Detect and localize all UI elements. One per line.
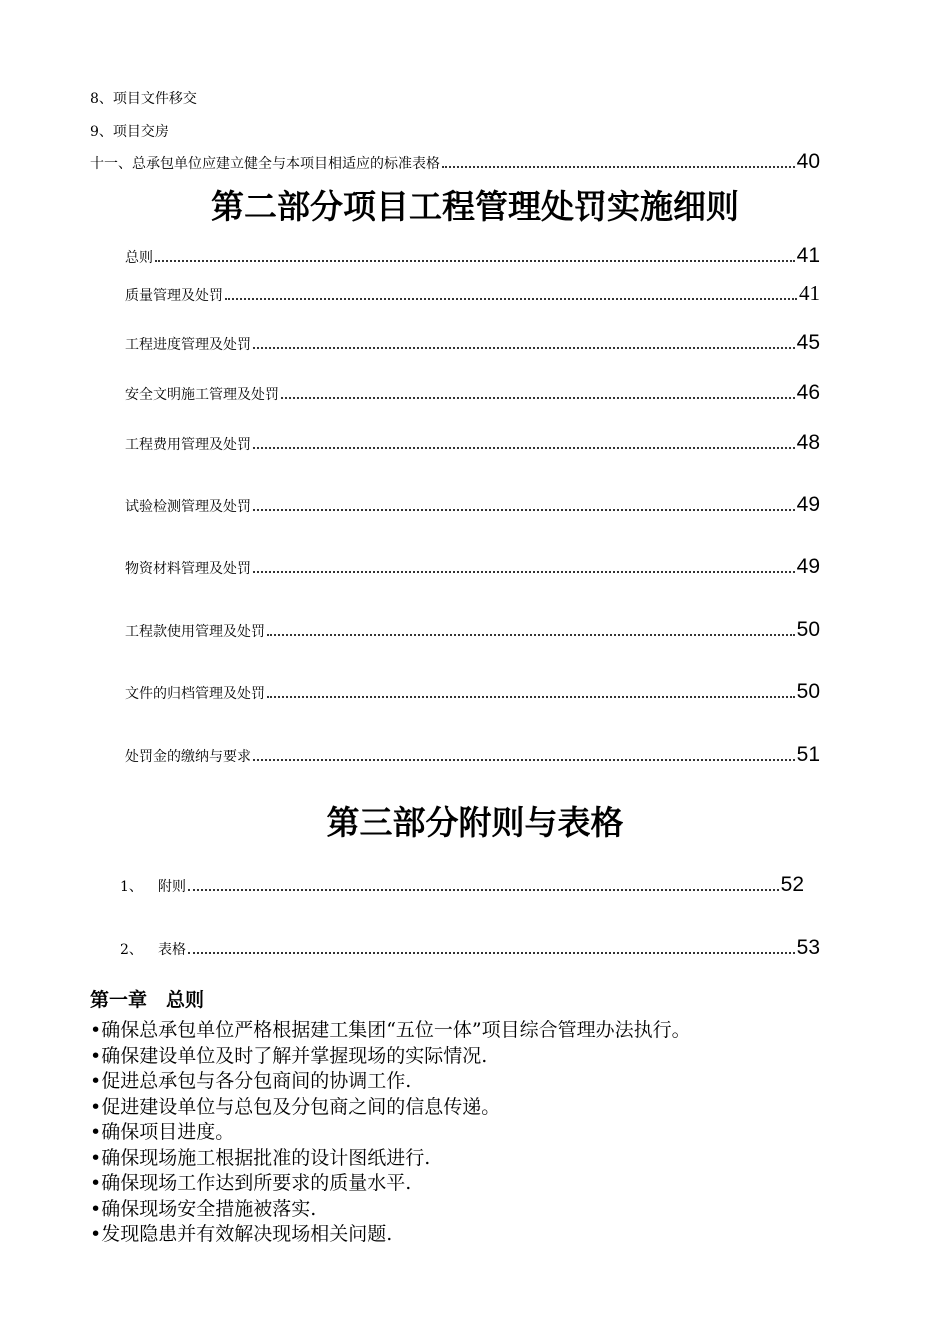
toc-leader-dots: [253, 447, 795, 449]
toc-leader-dots: [267, 696, 795, 698]
toc-page-number: 48: [796, 431, 820, 454]
toc-entry-label: 工程费用管理及处罚: [125, 437, 251, 453]
toc-page-number: 50: [796, 680, 820, 703]
toc-entry-schedule[interactable]: [125, 331, 820, 355]
toc-page-number: 49: [796, 493, 820, 516]
toc-entry-label: 工程进度管理及处罚: [125, 337, 251, 353]
toc-leader-dots: [188, 952, 795, 954]
toc-leader-dots: [225, 298, 797, 300]
toc-entry-appendix[interactable]: [120, 873, 804, 897]
toc-entry-label: 质量管理及处罚: [125, 288, 223, 304]
toc-leader-dots: [155, 260, 795, 262]
toc-entry-label: 文件的归档管理及处罚: [125, 686, 265, 702]
toc-page-number: 53: [796, 936, 820, 959]
toc-page-number: 50: [796, 618, 820, 641]
bullet-item: •确保现场工作达到所要求的质量水平.: [90, 1172, 412, 1194]
bullet-item: •确保现场施工根据批准的设计图纸进行.: [90, 1146, 431, 1169]
bullet-item: •发现隐患并有效解决现场相关问题.: [90, 1223, 393, 1245]
toc-page-number: 45: [796, 331, 820, 354]
toc-entry-label: 表格: [158, 942, 186, 958]
toc-leader-dots: [253, 759, 795, 761]
toc-entry-testing[interactable]: [125, 493, 820, 517]
chapter-bullet-list: [90, 1018, 691, 1248]
toc-entry-penalty-payment[interactable]: [125, 743, 820, 767]
toc-leader-dots: [253, 509, 795, 511]
toc-leader-dots: [442, 166, 795, 168]
list-item-file-handover: 8、项目文件移交: [90, 91, 197, 107]
list-item-handover: 9、项目交房: [90, 124, 169, 140]
toc-entry-label: 安全文明施工管理及处罚: [125, 387, 279, 403]
toc-leader-dots: [267, 634, 795, 636]
chapter-title: 第一章 总则: [90, 989, 205, 1011]
toc-entry-number: 1、: [120, 879, 143, 895]
toc-entry-number: 2、: [120, 942, 143, 958]
toc-page-number: 41: [796, 244, 820, 267]
toc-page-number: 49: [796, 555, 820, 578]
toc-leader-dots: [253, 347, 795, 349]
toc-entry-general[interactable]: [125, 244, 820, 268]
toc-entry-payment[interactable]: [125, 618, 820, 642]
toc-leader-dots: [188, 889, 779, 891]
toc-entry-standard-forms[interactable]: [90, 150, 820, 174]
bullet-item: •确保项目进度。: [90, 1121, 235, 1143]
toc-page-number: 40: [796, 150, 820, 173]
toc-entry-cost[interactable]: [125, 431, 820, 455]
bullet-item: •确保建设单位及时了解并掌握现场的实际情况.: [90, 1044, 488, 1067]
toc-entry-label: 物资材料管理及处罚: [125, 561, 251, 577]
part3-title: 第三部分附则与表格: [326, 803, 624, 842]
toc-page-number: 46: [796, 381, 820, 404]
toc-entry-label: 十一、总承包单位应建立健全与本项目相适应的标准表格: [90, 156, 440, 172]
toc-page-number: 41: [799, 281, 820, 305]
toc-leader-dots: [281, 397, 795, 399]
toc-leader-dots: [253, 571, 795, 573]
bullet-item: •促进建设单位与总包及分包商之间的信息传递。: [90, 1095, 501, 1118]
toc-entry-label: 工程款使用管理及处罚: [125, 624, 265, 640]
toc-entry-quality[interactable]: [125, 281, 820, 306]
part2-title: 第二部分项目工程管理处罚实施细则: [211, 187, 739, 226]
bullet-item: •确保总承包单位严格根据建工集团“五位一体”项目综合管理办法执行。: [90, 1019, 691, 1041]
toc-entry-archiving[interactable]: [125, 680, 820, 704]
toc-page-number: 51: [796, 743, 820, 766]
toc-entry-label: 附则: [158, 879, 186, 895]
bullet-item: •确保现场安全措施被落实.: [90, 1197, 317, 1220]
toc-entry-safety[interactable]: [125, 381, 820, 405]
toc-entry-forms[interactable]: [120, 936, 820, 960]
toc-page-number: 52: [780, 873, 804, 896]
bullet-item: •促进总承包与各分包商间的协调工作.: [90, 1070, 412, 1092]
toc-entry-label: 试验检测管理及处罚: [125, 499, 251, 515]
toc-entry-label: 总则: [125, 250, 153, 266]
toc-entry-label: 处罚金的缴纳与要求: [125, 749, 251, 765]
toc-entry-materials[interactable]: [125, 555, 820, 579]
